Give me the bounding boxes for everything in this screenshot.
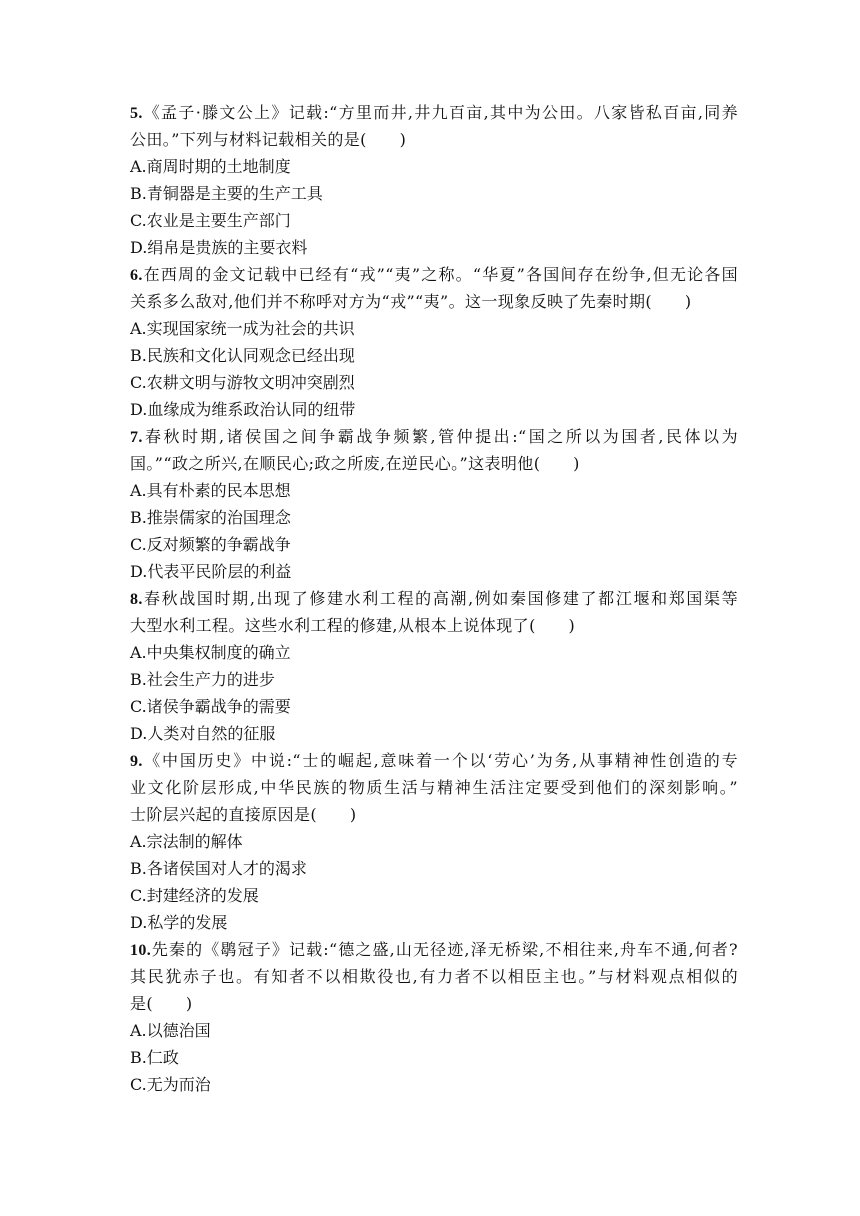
option-c: C.封建经济的发展 — [130, 886, 259, 905]
question-number: 9. — [130, 753, 143, 770]
question-number: 8. — [130, 591, 143, 608]
option-c: C.农业是主要生产部门 — [130, 211, 291, 230]
question-stem-line: 其民犹赤子也。有知者不以相欺役也,有力者不以相臣主也。”与材料观点相似的 — [130, 967, 738, 986]
question-stem-line: 业文化阶层形成,中华民族的物质生活与精神生活注定要受到他们的深刻影响。” — [130, 778, 738, 797]
question-stem-line: 关系多么敌对,他们并不称呼对方为“戎”“夷”。这一现象反映了先秦时期( ) — [130, 292, 692, 311]
option-d: D.人类对自然的征服 — [130, 724, 276, 743]
exam-page — [130, 99, 738, 1098]
question-stem-line — [130, 99, 738, 126]
option-a: A.宗法制的解体 — [130, 832, 243, 851]
question-stem-line: 大型水利工程。这些水利工程的修建,从根本上说体现了( ) — [130, 616, 576, 635]
option-b: B.推崇儒家的治国理念 — [130, 508, 291, 527]
question-stem-line — [130, 585, 738, 612]
question-stem-line — [130, 423, 738, 450]
question-stem-line — [130, 936, 738, 963]
option-a: A.实现国家统一成为社会的共识 — [130, 319, 355, 338]
option-a: A.以德治国 — [130, 1021, 211, 1040]
question-stem-text: 春秋战国时期,出现了修建水利工程的高潮,例如秦国修建了都江堰和郑国渠等 — [142, 589, 738, 608]
option-c: C.诸侯争霸战争的需要 — [130, 697, 291, 716]
option-a: A.具有朴素的民本思想 — [130, 481, 291, 500]
question-stem-line: 士阶层兴起的直接原因是( ) — [130, 805, 357, 824]
question-stem-line: 是( ) — [130, 994, 193, 1013]
option-b: B.社会生产力的进步 — [130, 670, 275, 689]
option-b: B.仁政 — [130, 1048, 179, 1067]
question-number: 6. — [130, 267, 143, 284]
question-10 — [130, 936, 738, 1098]
question-5 — [130, 99, 738, 261]
question-9 — [130, 747, 738, 936]
option-b: B.青铜器是主要的生产工具 — [130, 184, 323, 203]
question-stem-line: 国。”“政之所兴,在顺民心;政之所废,在逆民心。”这表明他( ) — [130, 454, 580, 473]
option-d: D.代表平民阶层的利益 — [130, 562, 292, 581]
question-number: 10. — [130, 942, 152, 959]
question-stem-text: 春秋时期,诸侯国之间争霸战争频繁,管仲提出:“国之所以为国者,民体以为 — [142, 427, 738, 446]
option-b: B.各诸侯国对人才的渴求 — [130, 859, 307, 878]
option-c: C.无为而治 — [130, 1075, 211, 1094]
question-stem-text: 《孟子·滕文公上》记载:“方里而井,井九百亩,其中为公田。八家皆私百亩,同养 — [142, 103, 738, 122]
question-stem-text: 先秦的《鹖冠子》记载:“德之盛,山无径迹,泽无桥梁,不相往来,舟车不通,何者? — [151, 940, 738, 959]
question-stem-line — [130, 747, 738, 774]
question-7 — [130, 423, 738, 585]
question-stem-line: 公田。”下列与材料记载相关的是( ) — [130, 130, 407, 149]
option-a: A.中央集权制度的确立 — [130, 643, 291, 662]
question-stem-line — [130, 261, 738, 288]
question-number: 5. — [130, 105, 143, 122]
option-a: A.商周时期的土地制度 — [130, 157, 291, 176]
question-number: 7. — [130, 429, 143, 446]
question-8 — [130, 585, 738, 747]
option-c: C.农耕文明与游牧文明冲突剧烈 — [130, 373, 355, 392]
question-stem-text: 在西周的金文记载中已经有“戎”“夷”之称。“华夏”各国间存在纷争,但无论各国 — [142, 265, 738, 284]
question-6 — [130, 261, 738, 423]
option-d: D.绢帛是贵族的主要衣料 — [130, 238, 308, 257]
question-stem-text: 《中国历史》中说:“士的崛起,意味着一个以‘劳心’为务,从事精神性创造的专 — [142, 751, 738, 770]
option-b: B.民族和文化认同观念已经出现 — [130, 346, 355, 365]
option-c: C.反对频繁的争霸战争 — [130, 535, 291, 554]
option-d: D.私学的发展 — [130, 913, 228, 932]
option-d: D.血缘成为维系政治认同的纽带 — [130, 400, 356, 419]
